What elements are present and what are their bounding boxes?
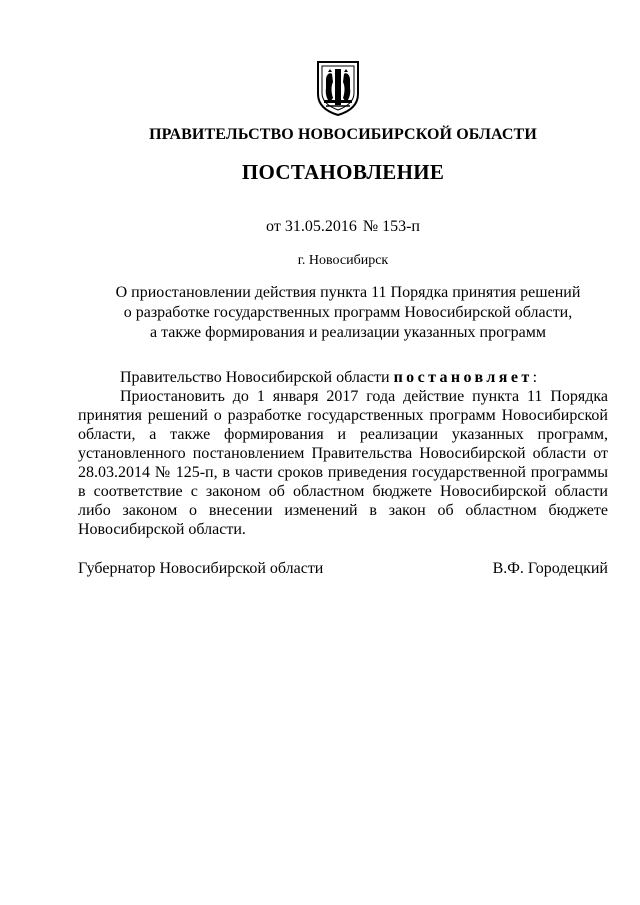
signature-name: В.Ф. Городецкий (492, 560, 608, 577)
document-city: г. Новосибирск (297, 253, 389, 268)
resolution-paragraph: Приостановить до 1 января 2017 года действие пункта 11 Порядка принятия решений о разработке государственных программ Новосибирской области, а также формирования и реализации указанных программ, установленного постановлением Правительства Новосибирской области от 28.03.2014 № 125-п, в части сроков приведения государственной программы в соответствие с законом об областном бюджете Новосибирской области либо законом о внесении изменений в закон об областном бюджете Новосибирской области. (78, 388, 608, 538)
document-date-number (0, 218, 640, 236)
signature-position: Губернатор Новосибирской области (78, 560, 324, 577)
document-subject (90, 283, 606, 343)
subject-line: о разработке государственных программ Новосибирской области, (123, 304, 573, 321)
coat-of-arms-icon (316, 60, 360, 116)
preamble-prefix: Правительство Новосибирской области (120, 369, 390, 386)
document-date: от 31.05.2016 (266, 218, 357, 235)
subject-line: О приостановлении действия пункта 11 Порядка принятия решений (115, 284, 581, 301)
document-type-title: ПОСТАНОВЛЕНИЕ (241, 160, 445, 184)
preamble-suffix: : (532, 369, 538, 386)
preamble (120, 368, 537, 388)
preamble-keyword: постановляет (393, 369, 533, 386)
organization-title: ПРАВИТЕЛЬСТВО НОВОСИБИРСКОЙ ОБЛАСТИ (149, 126, 537, 143)
subject-line: а также формирования и реализации указанных программ (149, 324, 546, 341)
document-number: № 153-п (362, 218, 420, 235)
